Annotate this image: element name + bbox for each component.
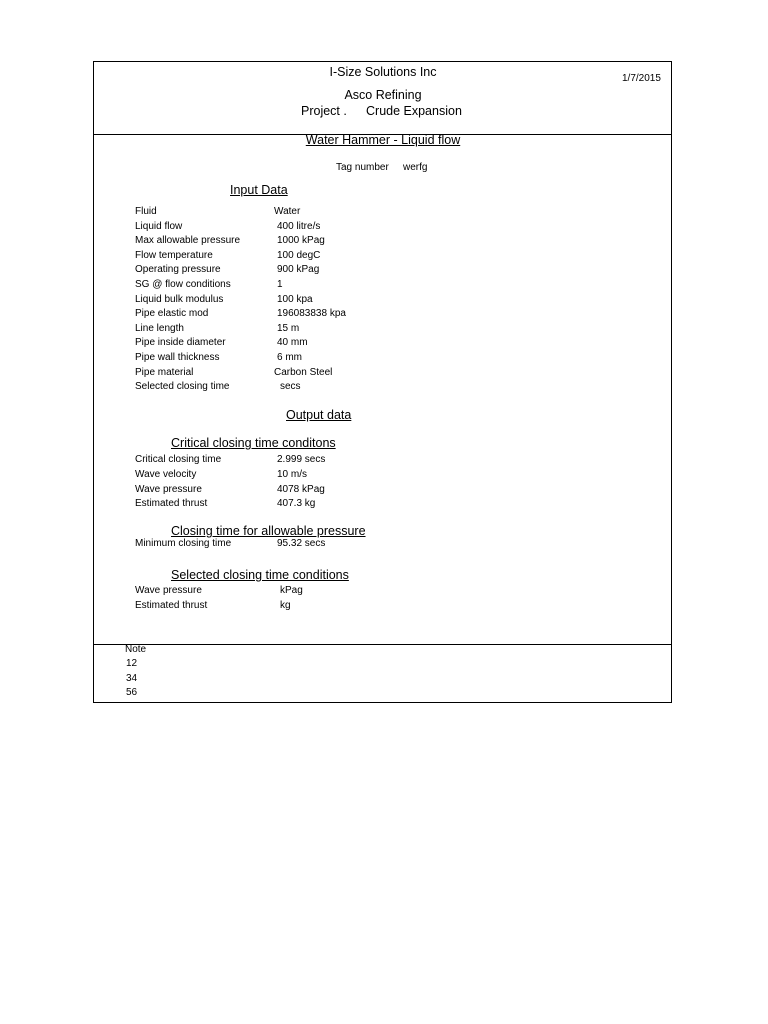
input-section-title: Input Data	[230, 183, 288, 197]
row-value: 2.999 secs	[277, 454, 326, 465]
note-line: 34	[126, 672, 138, 684]
sheet-date: 1/7/2015	[622, 73, 661, 84]
row-value: 1	[277, 279, 283, 290]
allowable-section-title: Closing time for allowable pressure	[171, 524, 366, 538]
notes-label: Note	[125, 644, 147, 655]
row-value: 1000 kPag	[277, 235, 325, 247]
output-section-title: Output data	[286, 408, 352, 422]
row-value: kg	[280, 599, 291, 611]
row-label: Pipe inside diameter	[135, 337, 226, 349]
client-name: Asco Refining	[344, 88, 422, 102]
row-value: 10 m/s	[277, 468, 308, 480]
row-label: Wave pressure	[135, 483, 202, 495]
project-name: Crude Expansion	[366, 104, 462, 118]
row-value: Carbon Steel	[274, 366, 333, 378]
row-value: 100 kpa	[277, 293, 313, 305]
row-value: Water	[274, 206, 301, 217]
row-label: Wave pressure	[135, 585, 202, 596]
tag-label: Tag number	[336, 162, 389, 173]
row-label: Selected closing time	[135, 381, 230, 393]
row-value: 196083838 kpa	[277, 308, 346, 320]
row-label: Operating pressure	[135, 264, 221, 276]
tag-value: werfg	[403, 162, 428, 173]
row-label: Flow temperature	[135, 249, 213, 261]
row-value: kPag	[280, 585, 303, 596]
row-value: 6 mm	[277, 352, 302, 363]
row-label: Pipe material	[135, 366, 194, 378]
selected-section-title: Selected closing time conditions	[171, 568, 349, 582]
row-label: Estimated thrust	[135, 599, 208, 611]
row-label: SG @ flow conditions	[135, 279, 231, 290]
row-value: 900 kPag	[277, 264, 320, 276]
row-value: 95.32 secs	[277, 538, 326, 549]
row-value: 40 mm	[277, 337, 308, 349]
row-label: Liquid bulk modulus	[135, 293, 224, 305]
row-label: Max allowable pressure	[135, 235, 241, 247]
row-value: secs	[280, 381, 301, 393]
row-label: Pipe elastic mod	[135, 308, 209, 320]
note-line: 56	[126, 687, 138, 699]
row-value: 407.3 kg	[277, 498, 316, 510]
critical-section-title: Critical closing time conditons	[171, 436, 336, 450]
row-value: 4078 kPag	[277, 483, 325, 495]
row-label: Estimated thrust	[135, 498, 208, 510]
row-label: Pipe wall thickness	[135, 352, 220, 363]
row-label: Line length	[135, 322, 184, 334]
row-value: 400 litre/s	[277, 220, 321, 232]
row-label: Liquid flow	[135, 220, 183, 232]
company-name: I-Size Solutions Inc	[329, 65, 437, 79]
row-label: Wave velocity	[135, 468, 197, 480]
note-line: 12	[126, 658, 138, 669]
row-value: 15 m	[277, 322, 300, 334]
project-label: Project .	[301, 104, 347, 118]
notes-divider	[93, 644, 672, 645]
row-value: 100 degC	[277, 249, 321, 261]
row-label: Fluid	[135, 206, 157, 217]
row-label: Minimum closing time	[135, 538, 232, 549]
row-label: Critical closing time	[135, 454, 222, 465]
calc-title: Water Hammer - Liquid flow	[305, 133, 461, 147]
